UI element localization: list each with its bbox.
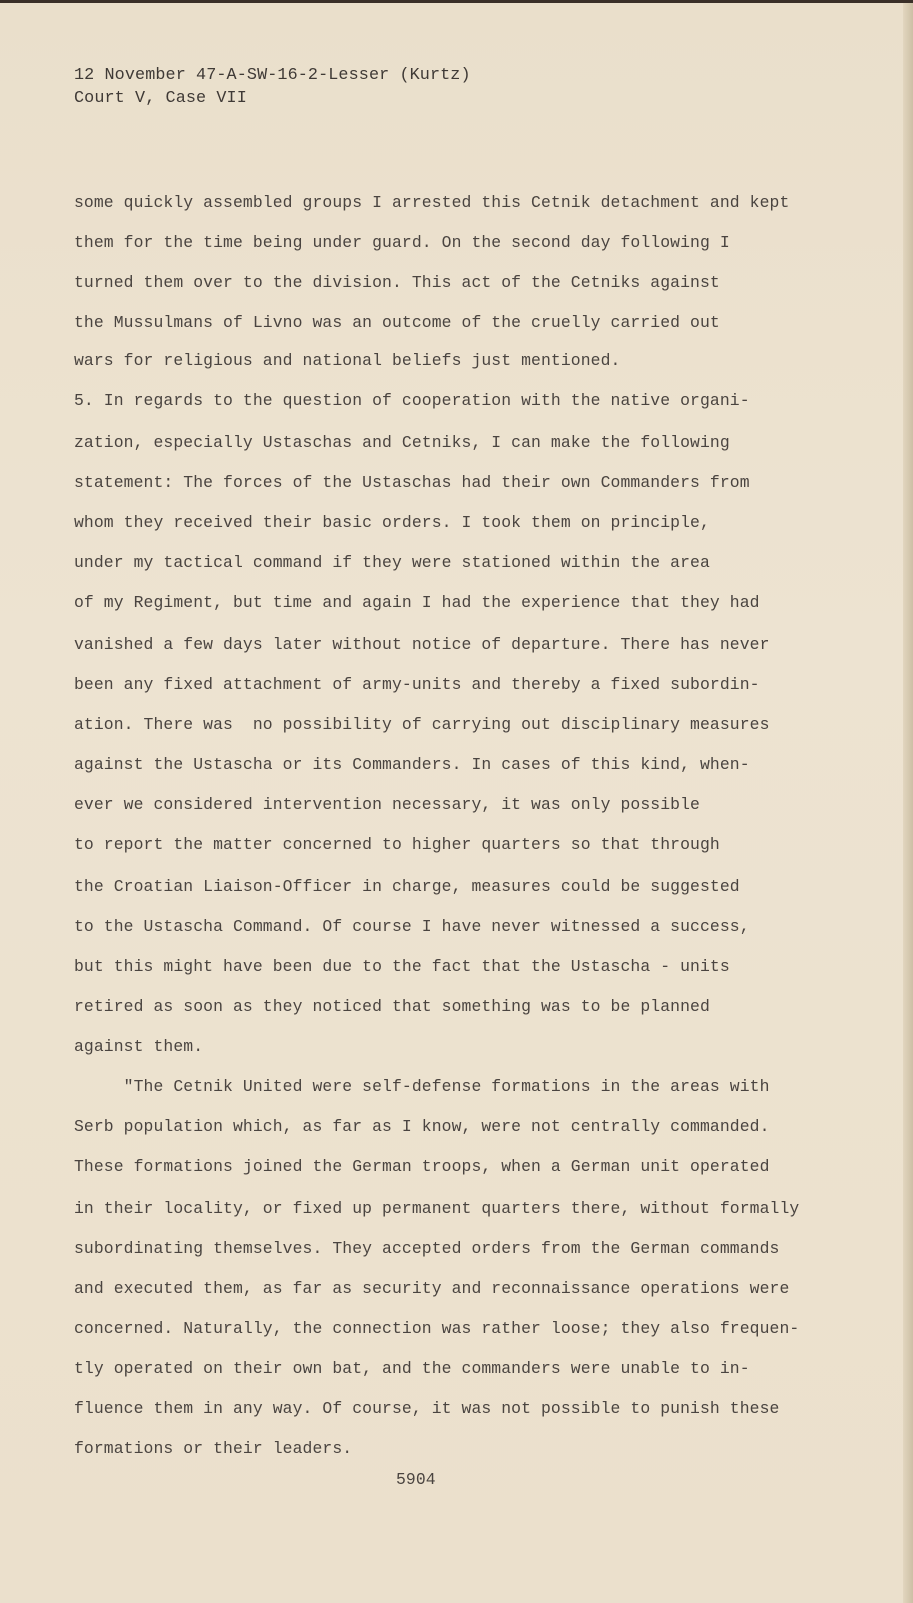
- body-line: been any fixed attachment of army-units and thereby a fixed subordin-: [74, 675, 760, 694]
- header-line-2: Court V, Case VII: [74, 89, 247, 108]
- body-line: whom they received their basic orders. I took them on principle,: [74, 513, 710, 532]
- body-line: of my Regiment, but time and again I had the experience that they had: [74, 593, 760, 612]
- body-line: fluence them in any way. Of course, it was not possible to punish these: [74, 1399, 780, 1418]
- body-line: "The Cetnik United were self-defense formations in the areas with: [74, 1077, 770, 1096]
- body-line: ever we considered intervention necessary, it was only possible: [74, 795, 700, 814]
- body-line: retired as soon as they noticed that something was to be planned: [74, 997, 710, 1016]
- body-line: to the Ustascha Command. Of course I have never witnessed a success,: [74, 917, 750, 936]
- body-line: against the Ustascha or its Commanders. In cases of this kind, when-: [74, 755, 750, 774]
- body-line: them for the time being under guard. On the second day following I: [74, 233, 730, 252]
- body-line: concerned. Naturally, the connection was rather loose; they also frequen-: [74, 1319, 800, 1338]
- body-line: ation. There was no possibility of carrying out disciplinary measures: [74, 715, 770, 734]
- page-number: 5904: [396, 1470, 436, 1489]
- body-line: These formations joined the German troops, when a German unit operated: [74, 1157, 770, 1176]
- body-line: in their locality, or fixed up permanent quarters there, without formally: [74, 1199, 800, 1218]
- body-line: turned them over to the division. This act of the Cetniks against: [74, 273, 720, 292]
- body-line: zation, especially Ustaschas and Cetniks, I can make the following: [74, 433, 730, 452]
- body-line: under my tactical command if they were stationed within the area: [74, 553, 710, 572]
- body-line: tly operated on their own bat, and the commanders were unable to in-: [74, 1359, 750, 1378]
- page-edge: [903, 3, 913, 1603]
- body-line: some quickly assembled groups I arrested this Cetnik detachment and kept: [74, 193, 790, 212]
- header-line-1: 12 November 47-A-SW-16-2-Lesser (Kurtz): [74, 66, 471, 85]
- body-line: vanished a few days later without notice of departure. There has never: [74, 635, 770, 654]
- body-line: subordinating themselves. They accepted orders from the German commands: [74, 1239, 780, 1258]
- body-line: the Mussulmans of Livno was an outcome of the cruelly carried out: [74, 313, 720, 332]
- body-line: formations or their leaders.: [74, 1439, 353, 1458]
- body-line: and executed them, as far as security and reconnaissance operations were: [74, 1279, 790, 1298]
- body-line: 5. In regards to the question of cooperation with the native organi-: [74, 391, 750, 410]
- body-line: Serb population which, as far as I know, were not centrally commanded.: [74, 1117, 770, 1136]
- body-line: the Croatian Liaison-Officer in charge, measures could be suggested: [74, 877, 740, 896]
- body-line: but this might have been due to the fact that the Ustascha - units: [74, 957, 730, 976]
- body-line: wars for religious and national beliefs just mentioned.: [74, 351, 621, 370]
- body-line: against them.: [74, 1037, 204, 1056]
- body-line: statement: The forces of the Ustaschas had their own Commanders from: [74, 473, 750, 492]
- body-line: to report the matter concerned to higher quarters so that through: [74, 835, 720, 854]
